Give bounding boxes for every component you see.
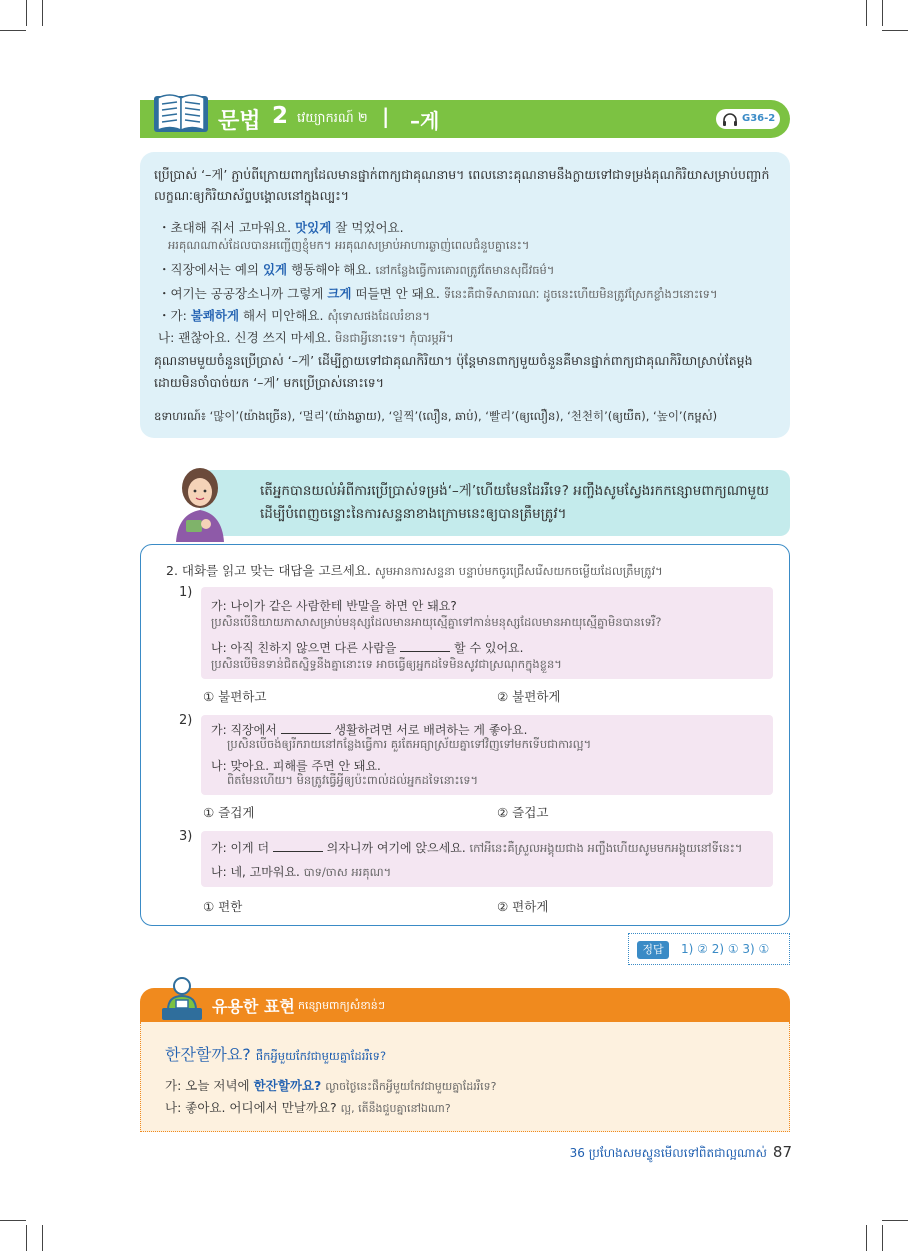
dialogue-translation: ពិតមែនហើយ។ មិនត្រូវធ្វើអ្វីឲ្យប៉ះពាល់ដល់អ្នកដទៃនោះទេ។ bbox=[227, 773, 479, 787]
crop-mark bbox=[882, 0, 883, 26]
grammar-header bbox=[140, 100, 790, 138]
dialogue-line: 가: 이게 더 의자니까 여기에 앉으세요. កៅអីនេះគឺស្រួលអង្គុយជាង អញ្ចឹងហើយសូមមកអង្គុយនៅទីនេះ។ bbox=[211, 841, 743, 855]
answer-blank bbox=[281, 722, 331, 734]
crop-mark bbox=[0, 1220, 26, 1221]
useful-title: 유용한 표현 bbox=[212, 997, 295, 1016]
page-number: 87 bbox=[772, 1143, 792, 1161]
explanation-paragraph-2: គុណនាមមួយចំនួនប្រើប្រាស់ ‘–게’ ដើម្បីក្លាយទៅជាគុណកិរិយា។ ប៉ុន្តែមានពាក្យមួយចំនួនគឺមានផ្នាក់ពាក្យជាគុណកិរិយាស្រាប់តែម្តង ដោយមិនចាំបាច់យក ‘–게’ មកប្រើប្រាស់នោះទេ។ bbox=[154, 353, 753, 390]
example-sentence: ・직장에서는 예의 있게 행동해야 해요. នៅកន្លែងធ្វើការគោរពត្រូវតែមានសុជីវធម៌។ bbox=[158, 262, 555, 277]
useful-example-line: 가: 오늘 저녁에 한잔할까요? ល្ងាចថ្ងៃនេះផឹកអ្វីមួយកែវជាមួយគ្នាដែររឺទេ? bbox=[165, 1078, 497, 1093]
crop-mark bbox=[882, 30, 908, 31]
useful-expression: 한잔할까요? ផឹកអ្វីមួយកែវជាមួយគ្នាដែររឺទេ? bbox=[165, 1045, 387, 1064]
answer-values: 1) ② 2) ① 3) ① bbox=[681, 942, 770, 956]
audio-code: G36-2 bbox=[742, 113, 776, 124]
option-1[interactable]: ① 즐겁게 bbox=[203, 805, 255, 820]
example-translation: អរគុណណាស់ដែលបានអញ្ជើញខ្ញុំមក។ អរគុណសម្រាប់អាហារឆ្ងាញ់ពេលជំនួបគ្នានេះ។ bbox=[168, 238, 530, 252]
explanation-box bbox=[140, 152, 790, 438]
option-2[interactable]: ② 즐겁고 bbox=[497, 805, 549, 820]
question-number: 2) bbox=[179, 713, 193, 728]
person-at-desk-icon bbox=[160, 976, 204, 1022]
crop-mark bbox=[26, 0, 27, 26]
chapter-title: 36 ប្រហែងសមស្ទូនមើលទៅពិតជាល្អណាស់ bbox=[569, 1146, 767, 1160]
answer-blank bbox=[273, 840, 323, 852]
dialogue-box bbox=[201, 831, 773, 887]
grammar-khmer-title: វេយ្យាករណ៍ ២ bbox=[297, 111, 368, 126]
exercise-box bbox=[140, 544, 790, 926]
headphones-icon bbox=[722, 112, 738, 126]
dialogue-line: 나: 네, 고마워요. បាទ/ចាស អរគុណ។ bbox=[211, 865, 392, 879]
grammar-label: 문법 bbox=[218, 109, 261, 134]
dialogue-line: 가: 직장에서 생활하려면 서로 배려하는 게 좋아요. bbox=[211, 723, 528, 737]
dialogue-translation: ប្រសិនបើមិនទាន់ជិតស្និទ្ធនឹងគ្នានោះទេ អាចធ្វើឲ្យអ្នកដទៃមិនសូវជាស្រណុកក្នុងខ្លួន។ bbox=[211, 657, 562, 671]
option-2[interactable]: ② 불편하게 bbox=[497, 689, 561, 704]
example-sentence: ・가: 불쾌하게 해서 미안해요. សុំទោសផងដែលរំខាន។ bbox=[158, 308, 430, 323]
useful-example-line: 나: 좋아요. 어디에서 만날까요? ល្អ, តើនឹងជួបគ្នានៅឯណា? bbox=[165, 1100, 451, 1115]
page-footer bbox=[570, 1143, 792, 1163]
option-1[interactable]: ① 불편하고 bbox=[203, 689, 267, 704]
crop-mark bbox=[866, 0, 867, 26]
crop-mark bbox=[882, 1220, 908, 1221]
crop-mark bbox=[42, 0, 43, 26]
dialogue-box bbox=[201, 715, 773, 795]
grammar-number: 2 bbox=[272, 103, 289, 129]
crop-mark bbox=[0, 30, 26, 31]
question-number: 1) bbox=[179, 585, 193, 600]
teacher-illustration bbox=[168, 466, 232, 542]
dialogue-line: 가: 나이가 같은 사람한테 반말을 하면 안 돼요? bbox=[211, 599, 457, 613]
crop-mark bbox=[42, 1225, 43, 1251]
dialogue-box bbox=[201, 587, 773, 679]
question-banner: តើអ្នកបានយល់អំពីការប្រើប្រាស់ទម្រង់‘–게’ហើយមែនដែររឺទេ? អញ្ចឹងសូមស្វែងរកកន្សោមពាក្យណាមួយដើម្បីបំពេញចន្លោះនៃការសន្ទនាខាងក្រោមនេះឲ្យបានត្រឹមត្រូវ។ bbox=[200, 470, 790, 536]
exercise-title: 2. 대화를 읽고 맞는 대답을 고르세요. សូមអានការសន្ទនា បន្ទាប់មកចូរជ្រើសរើសយកចម្លើយដែលត្រឹមត្រូវ។ bbox=[166, 563, 663, 578]
dialogue-line: 나: 아직 친하지 않으면 다른 사람을 할 수 있어요. bbox=[211, 641, 524, 655]
dialogue-line: 나: 맞아요. 피해를 주면 안 돼요. bbox=[211, 759, 381, 773]
audio-button[interactable] bbox=[716, 109, 780, 129]
crop-mark bbox=[882, 1225, 883, 1251]
answer-blank bbox=[400, 640, 450, 652]
explanation-paragraph: ប្រើប្រាស់ ‘–게’ ភ្ជាប់ពីក្រោយពាក្យដែលមានផ្នាក់ពាក្យជាគុណនាម។ ពេលនោះគុណនាមនឹងក្លាយទៅជាទម្រង់គុណកិរិយាសម្រាប់បញ្ជាក់លក្ខណៈឲ្យកិរិយាស័ព្ទបង្គោលនៅក្នុងល្បះ។ bbox=[154, 167, 770, 203]
explanation-examples-list: ឧទាហរណ៍៖ ‘많이’(យ៉ាងច្រើន), ‘멀리’(យ៉ាងឆ្ងាយ), ‘일찍’(លឿន, ឆាប់), ‘빨리’(ឲ្យលឿន), ‘천천히’(ឲ្យយឺត), ‘높이’(កម្ពស់) bbox=[154, 409, 718, 423]
grammar-separator: | bbox=[382, 104, 390, 128]
option-1[interactable]: ① 편한 bbox=[203, 899, 243, 914]
grammar-pattern: –게 bbox=[410, 109, 440, 133]
example-sentence: 나: 괜찮아요. 신경 쓰지 마세요. មិនជាអ្វីនោះទេ។ កុំបារម្ភអី។ bbox=[158, 330, 454, 345]
book-icon bbox=[152, 90, 210, 134]
answer-tag: 정답 bbox=[637, 941, 669, 959]
example-sentence: ・여기는 공공장소니까 그렇게 크게 떠들면 안 돼요. ទីនេះគឺជាទីសាធារណៈ ដូចនេះហើយមិនត្រូវស្រែកខ្លាំងៗនោះទេ។ bbox=[158, 286, 718, 301]
question-number: 3) bbox=[179, 829, 193, 844]
answer-key bbox=[628, 933, 790, 965]
useful-expressions-header bbox=[140, 988, 790, 1022]
useful-expressions-body bbox=[140, 1022, 790, 1132]
dialogue-translation: ប្រសិនបើចង់ឲ្យរីករាយនៅកន្លែងធ្វើការ គួរតែអធ្យាស្រ័យគ្នាទៅវិញទៅមកទើបជាការល្អ។ bbox=[227, 737, 592, 751]
crop-mark bbox=[26, 1225, 27, 1251]
useful-subtitle: កន្សោមពាក្យសំខាន់ៗ bbox=[298, 999, 385, 1012]
example-sentence: ・초대해 줘서 고마워요. 맛있게 잘 먹었어요. bbox=[158, 220, 404, 235]
crop-mark bbox=[866, 1225, 867, 1251]
option-2[interactable]: ② 편하게 bbox=[497, 899, 549, 914]
dialogue-translation: ប្រសិនបើនិយាយភាសាសម្រាប់មនុស្សដែលមានអាយុស្មើគ្នាទៅកាន់មនុស្សដែលមានអាយុស្មើគ្នាមិនបានទេរឺ? bbox=[211, 615, 662, 629]
